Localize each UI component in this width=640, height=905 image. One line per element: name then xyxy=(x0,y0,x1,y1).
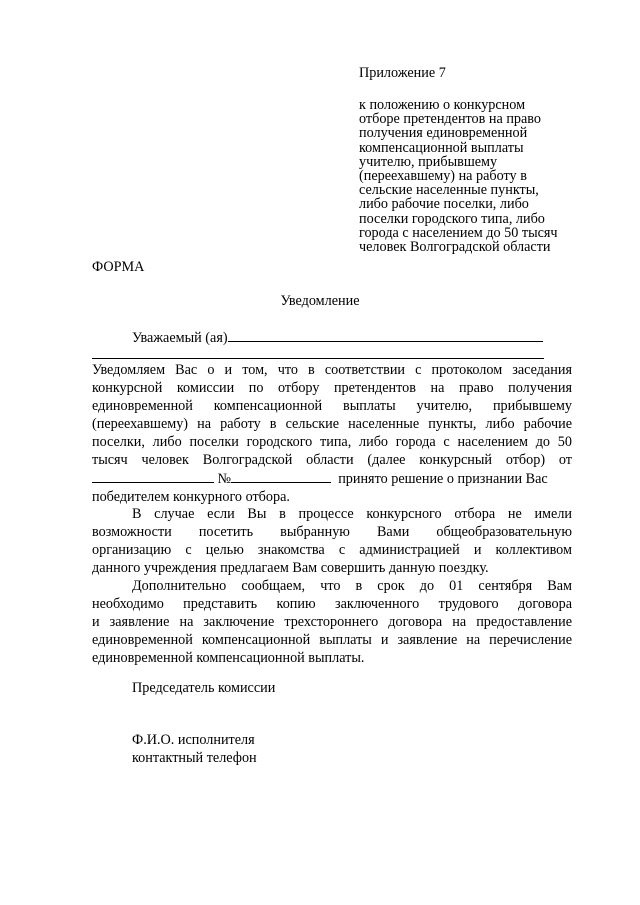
number-blank xyxy=(231,469,331,483)
paragraph-line: организацию с целью знакомства с администрацией и коллективом xyxy=(92,542,572,558)
paragraph-line: и заявление на заключение трехстороннего договора на предоставление xyxy=(92,614,572,630)
appendix-title: Приложение 7 xyxy=(359,65,446,81)
contact-phone-label: контактный телефон xyxy=(132,750,257,766)
executor-name-label: Ф.И.О. исполнителя xyxy=(132,732,255,748)
appendix-line: компенсационной выплаты xyxy=(359,139,524,156)
paragraph-line: поселки, либо поселки городского типа, либо города с населением до 50 xyxy=(92,434,572,450)
paragraph-notification xyxy=(92,361,572,506)
addressee-second-blank-line xyxy=(92,358,544,359)
date-number-line xyxy=(92,469,572,488)
appendix-description xyxy=(359,98,574,254)
appendix-line: (переехавшему) на работу в xyxy=(359,168,527,185)
paragraph-line: Дополнительно сообщаем, что в срок до 01 сентября Вам xyxy=(132,578,572,594)
paragraph-line: конкурсной комиссии по отбору претендентов на право получения xyxy=(92,380,572,396)
salutation-label: Уважаемый (ая) xyxy=(132,330,228,346)
paragraph-line: необходимо представить копию заключенного трудового договора xyxy=(92,596,572,612)
appendix-line: либо рабочие поселки, либо xyxy=(359,196,529,213)
appendix-line: сельские населенные пункты, xyxy=(359,182,539,199)
salutation-row xyxy=(132,327,543,347)
appendix-line: города с населением до 50 тысяч xyxy=(359,224,558,241)
paragraph-line: В случае если Вы в процессе конкурсного отбора не имели xyxy=(132,506,572,522)
paragraph-line: единовременной компенсационной выплаты. xyxy=(92,650,365,666)
paragraph-line: единовременной компенсационной выплаты и заявление на перечисление xyxy=(92,632,572,648)
appendix-line: поселки городского типа, либо xyxy=(359,210,545,227)
decision-text: принято решение о признании Вас xyxy=(338,471,548,487)
form-label: ФОРМА xyxy=(92,259,145,275)
date-blank xyxy=(92,469,214,483)
paragraph-line: данного учреждения предлагаем Вам совершить данную поездку. xyxy=(92,560,489,576)
document-title: Уведомление xyxy=(280,293,360,309)
addressee-blank-line xyxy=(228,327,543,342)
signer-title: Председатель комиссии xyxy=(132,680,276,696)
number-sign: № xyxy=(217,471,232,487)
paragraph-line: единовременной компенсационной выплаты учителю, прибывшему xyxy=(92,398,572,414)
paragraph-visit xyxy=(92,505,572,577)
paragraph-line: возможности посетить выбранную Вами общеобразовательную xyxy=(92,524,572,540)
appendix-line: к положению о конкурсном xyxy=(359,97,526,113)
appendix-line: отборе претендентов на право xyxy=(359,111,542,128)
paragraph-line: (переехавшему) на работу в сельские населенные пункты, либо рабочие xyxy=(92,416,572,432)
paragraph-documents xyxy=(92,577,572,667)
paragraph-line: Уведомляем Вас о и том, что в соответствии с протоколом заседания xyxy=(92,362,572,378)
paragraph-line: тысяч человек Волгоградской области (далее конкурсный отбор) от xyxy=(92,452,572,468)
appendix-line: человек Волгоградской области xyxy=(359,239,551,256)
appendix-line: получения единовременной xyxy=(359,125,528,142)
appendix-line: учителю, прибывшему xyxy=(359,153,498,170)
paragraph-line: победителем конкурного отбора. xyxy=(92,489,290,505)
